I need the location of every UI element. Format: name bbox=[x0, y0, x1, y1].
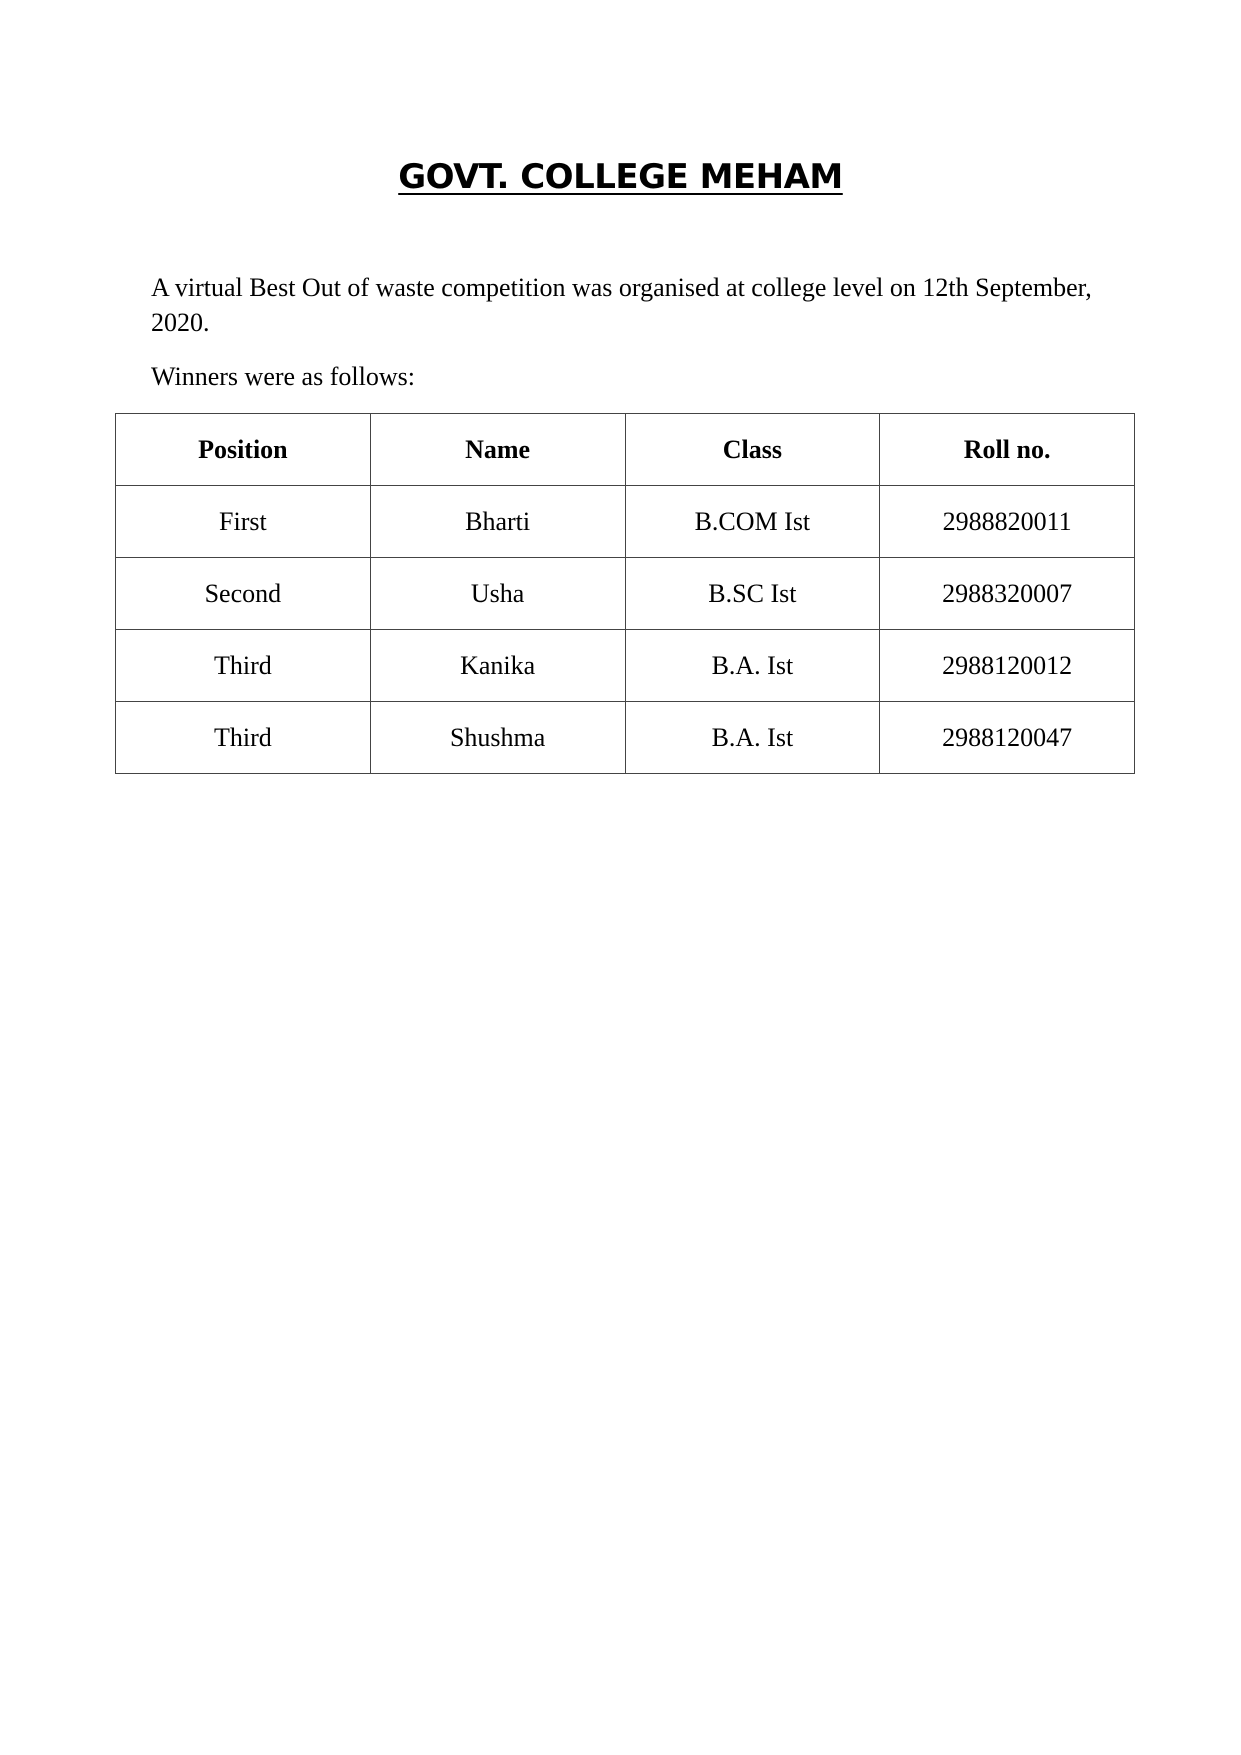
cell-name: Bharti bbox=[370, 486, 625, 558]
cell-position: Third bbox=[116, 702, 371, 774]
table-row bbox=[116, 702, 1135, 774]
page-title bbox=[0, 152, 1241, 202]
cell-roll-no: 2988820011 bbox=[880, 486, 1135, 558]
page-title-text: GOVT. COLLEGE MEHAM bbox=[398, 157, 843, 197]
winners-label: Winners were as follows: bbox=[151, 362, 415, 391]
cell-roll-no: 2988320007 bbox=[880, 558, 1135, 630]
table-row bbox=[116, 630, 1135, 702]
cell-name: Shushma bbox=[370, 702, 625, 774]
cell-name: Kanika bbox=[370, 630, 625, 702]
cell-roll-no: 2988120012 bbox=[880, 630, 1135, 702]
header-name: Name bbox=[370, 414, 625, 486]
intro-paragraph: A virtual Best Out of waste competition was organised at college level on 12th September, 2020. bbox=[151, 273, 1092, 337]
cell-class: B.COM Ist bbox=[625, 486, 880, 558]
header-class: Class bbox=[625, 414, 880, 486]
header-roll-no: Roll no. bbox=[880, 414, 1135, 486]
cell-position: Second bbox=[116, 558, 371, 630]
table-row bbox=[116, 486, 1135, 558]
table-header-row bbox=[116, 414, 1135, 486]
header-position: Position bbox=[116, 414, 371, 486]
cell-class: B.A. Ist bbox=[625, 702, 880, 774]
cell-name: Usha bbox=[370, 558, 625, 630]
table-row bbox=[116, 558, 1135, 630]
winners-table bbox=[115, 413, 1135, 774]
cell-class: B.A. Ist bbox=[625, 630, 880, 702]
cell-roll-no: 2988120047 bbox=[880, 702, 1135, 774]
cell-position: Third bbox=[116, 630, 371, 702]
cell-position: First bbox=[116, 486, 371, 558]
cell-class: B.SC Ist bbox=[625, 558, 880, 630]
